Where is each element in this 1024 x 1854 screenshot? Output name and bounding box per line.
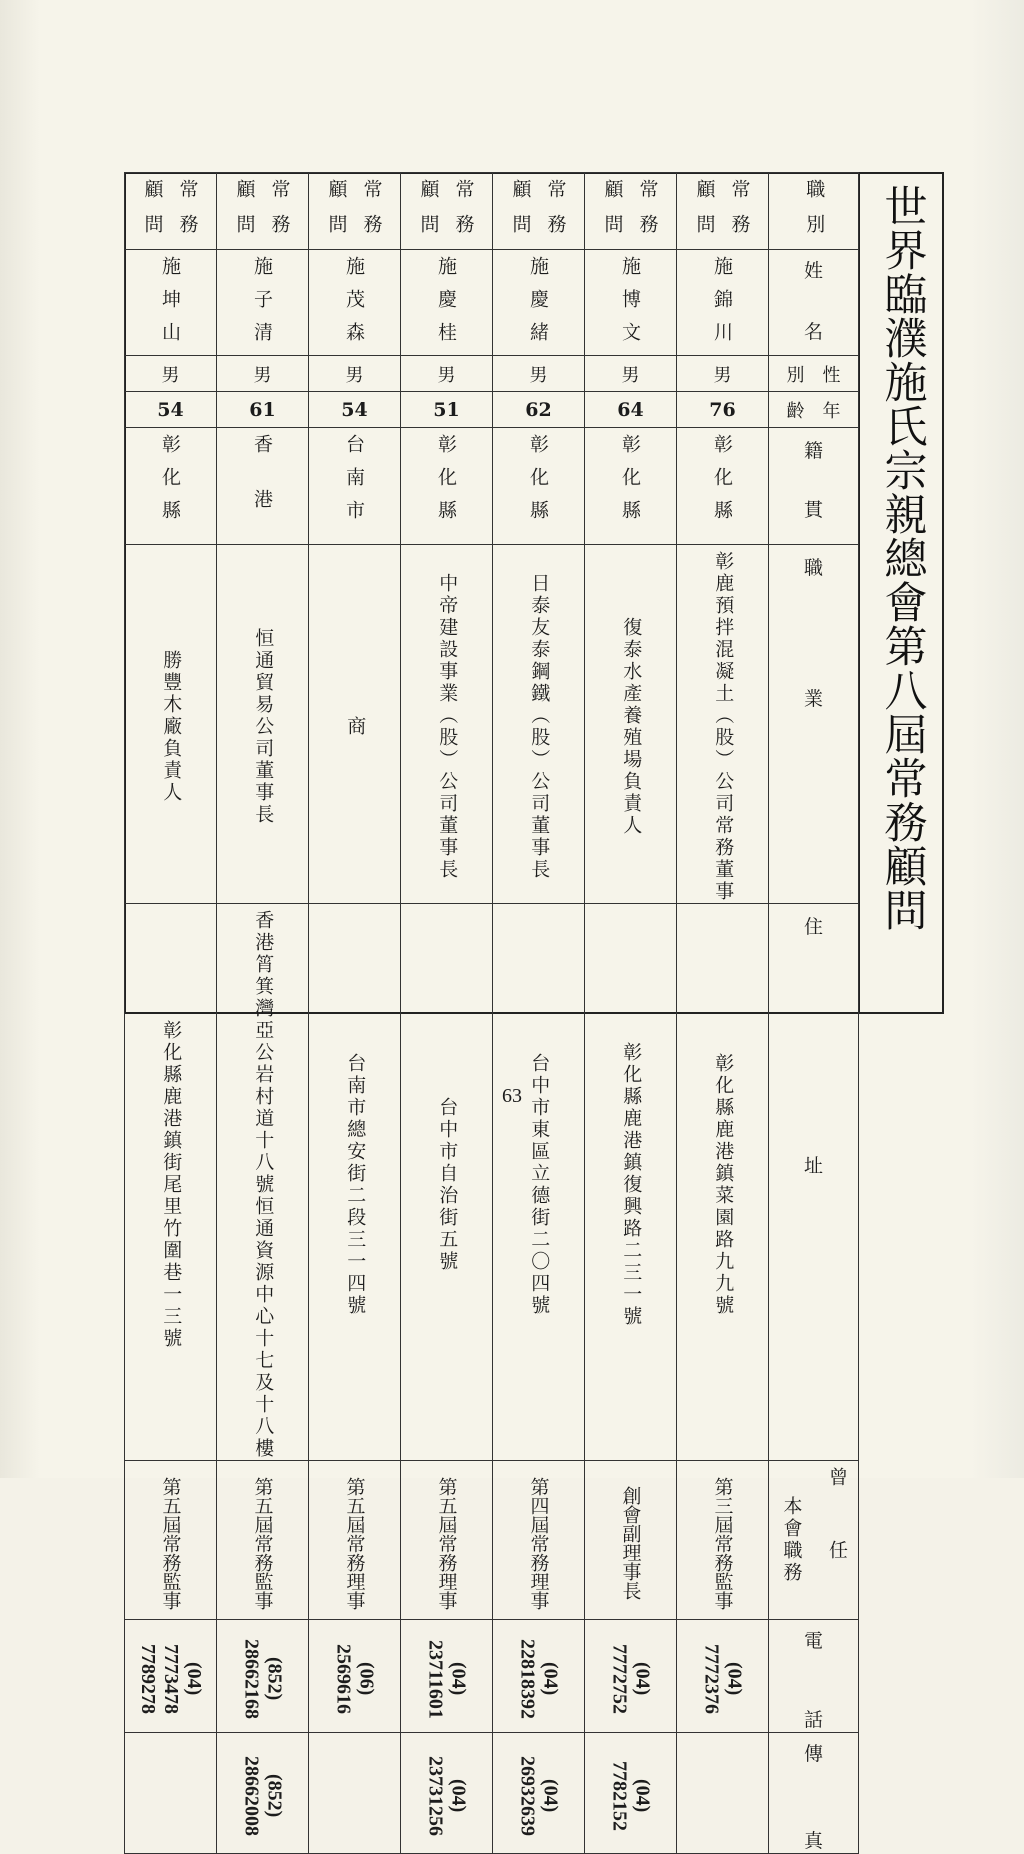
page-title: 世界臨濮施氏宗親總會第八屆常務顧問 [877,184,928,932]
header-origin: 籍 貫 [769,428,859,545]
cell-phone: (852) 28662168 [217,1620,309,1733]
row-former-role [125,1461,859,1620]
cell-role: 第五屆常務監事 [125,1461,217,1620]
cell-origin: 彰化縣 [401,428,493,545]
cell-origin: 香港 [217,428,309,545]
cell-address: 彰化縣鹿港鎮街尾里竹圍巷一三號 [125,904,217,1461]
header-fax: 傳 真 [769,1733,859,1854]
cell-position: 顧問 常務 [309,173,401,250]
cell-phone: (04) 22818392 [493,1620,585,1733]
header-former-role: 本會職務 曾任 [769,1461,859,1620]
page-number: 63 [502,1085,522,1107]
cell-role: 第五屆常務監事 [217,1461,309,1620]
cell-origin: 彰化縣 [493,428,585,545]
cell-gender: 男 [585,356,677,392]
cell-phone: (04) 23711601 [401,1620,493,1733]
cell-job: 日泰友泰鋼鐵（股）公司董事長 [493,545,585,904]
cell-gender: 男 [493,356,585,392]
cell-age: 64 [585,392,677,428]
cell-position: 顧問 常務 [401,173,493,250]
header-age: 齡 年 [769,392,859,428]
cell-phone: (06) 2569616 [309,1620,401,1733]
cell-phone: (04) 7773478 7789278 [125,1620,217,1733]
advisors-table [124,172,859,1854]
cell-fax: (04) 26932639 [493,1733,585,1854]
cell-job: 勝豐木廠負責人 [125,545,217,904]
cell-gender: 男 [677,356,769,392]
cell-age: 76 [677,392,769,428]
cell-name: 施錦川 [677,250,769,356]
row-job [125,545,859,904]
cell-phone: (04) 7772752 [585,1620,677,1733]
cell-name: 施子清 [217,250,309,356]
header-name: 姓 名 [769,250,859,356]
cell-address: 香港筲箕灣亞公岩村道十八號恒通資源中心十七及十八樓 [217,904,309,1461]
cell-age: 61 [217,392,309,428]
cell-gender: 男 [217,356,309,392]
row-address [125,904,859,1461]
cell-role: 第三屆常務監事 [677,1461,769,1620]
cell-address: 彰化縣鹿港鎮菜園路九九號 [677,904,769,1461]
cell-origin: 彰化縣 [585,428,677,545]
cell-role: 第五屆常務理事 [401,1461,493,1620]
cell-name: 施博文 [585,250,677,356]
row-name [125,250,859,356]
row-phone [125,1620,859,1733]
row-gender [125,356,859,392]
cell-name: 施慶桂 [401,250,493,356]
cell-fax [677,1733,769,1854]
cell-name: 施慶緒 [493,250,585,356]
row-origin [125,428,859,545]
cell-age: 54 [125,392,217,428]
cell-age: 51 [401,392,493,428]
header-position: 職別 [769,173,859,250]
cell-position: 顧問 常務 [217,173,309,250]
cell-origin: 彰化縣 [677,428,769,545]
cell-fax [309,1733,401,1854]
cell-position: 顧問 常務 [125,173,217,250]
cell-fax: (852) 28662008 [217,1733,309,1854]
header-gender: 別 性 [769,356,859,392]
cell-address: 台中市東區立德街二〇四號 [493,904,585,1461]
cell-name: 施茂森 [309,250,401,356]
row-position [125,173,859,250]
title-column [858,172,944,1014]
cell-job: 中帝建設事業（股）公司董事長 [401,545,493,904]
cell-address: 台中市自治街五號 [401,904,493,1461]
cell-gender: 男 [309,356,401,392]
cell-name: 施坤山 [125,250,217,356]
cell-role: 創會副理事長 [585,1461,677,1620]
cell-gender: 男 [125,356,217,392]
header-job: 職 業 [769,545,859,904]
cell-address: 彰化縣鹿港鎮復興路二三一號 [585,904,677,1461]
cell-job: 商 [309,545,401,904]
row-age [125,392,859,428]
cell-job: 彰鹿預拌混凝土（股）公司常務董事 [677,545,769,904]
cell-origin: 彰化縣 [125,428,217,545]
cell-role: 第四屆常務理事 [493,1461,585,1620]
cell-fax: (04) 23731256 [401,1733,493,1854]
row-fax [125,1733,859,1854]
cell-gender: 男 [401,356,493,392]
cell-position: 顧問 常務 [493,173,585,250]
cell-position: 顧問 常務 [677,173,769,250]
header-phone: 電 話 [769,1620,859,1733]
cell-job: 復泰水產養殖場負責人 [585,545,677,904]
header-address: 住 址 [769,904,859,1461]
cell-fax: (04) 7782152 [585,1733,677,1854]
cell-age: 54 [309,392,401,428]
cell-phone: (04) 7772376 [677,1620,769,1733]
cell-address: 台南市總安街二段三一四號 [309,904,401,1461]
cell-role: 第五屆常務理事 [309,1461,401,1620]
cell-fax [125,1733,217,1854]
cell-origin: 台南市 [309,428,401,545]
cell-position: 顧問 常務 [585,173,677,250]
cell-age: 62 [493,392,585,428]
cell-job: 恒通貿易公司董事長 [217,545,309,904]
